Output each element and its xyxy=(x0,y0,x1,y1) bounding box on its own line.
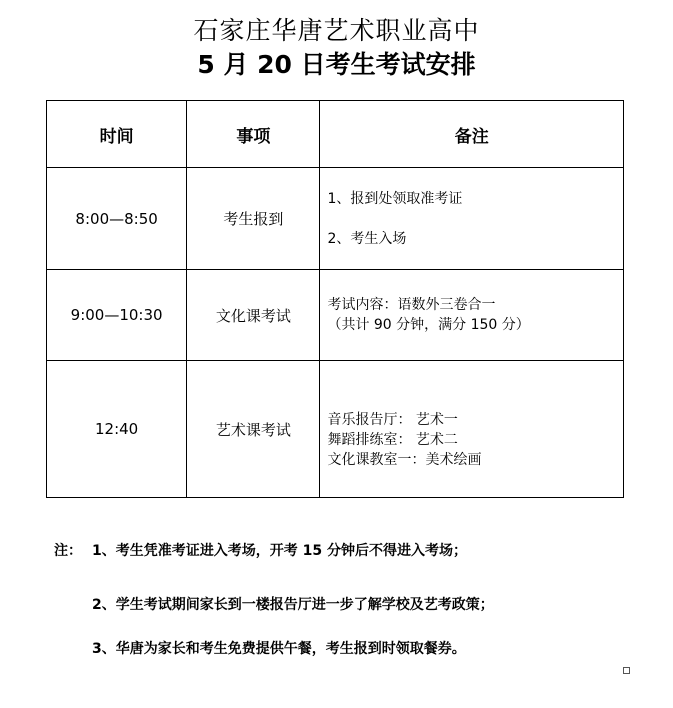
footnote-item: 2、学生考试期间家长到一楼报告厅进一步了解学校及艺考政策； xyxy=(92,597,494,613)
school-title: 石家庄华唐艺术职业高中 xyxy=(193,16,480,45)
note-line: 1、报到处领取准考证 xyxy=(327,190,463,207)
item-cell: 考生报到 xyxy=(187,168,320,270)
note-line: 文化课教室一：美术绘画 xyxy=(327,452,482,468)
table-row xyxy=(47,361,624,498)
note-line: 舞蹈排练室： 艺术二 xyxy=(327,432,458,448)
footnote-item: 1、考生凭准考证进入考场，开考 15 分钟后不得进入考场； xyxy=(92,543,467,559)
note-line: 考试内容：语数外三卷合一 xyxy=(327,297,496,313)
footnote-item: 3、华唐为家长和考生免费提供午餐，考生报到时领取餐券。 xyxy=(92,641,466,657)
time-cell: 8:00—8:50 xyxy=(47,168,187,270)
item-cell: 艺术课考试 xyxy=(187,361,320,498)
note-line: 2、考生入场 xyxy=(327,230,407,247)
notes-cell xyxy=(320,168,624,270)
notes-cell xyxy=(320,361,624,498)
table-row xyxy=(47,168,624,270)
table-header-row xyxy=(47,101,624,168)
schedule-title: 5 月 20 日考生考试安排 xyxy=(197,50,476,79)
header-item: 事项 xyxy=(187,101,320,168)
time-cell: 12:40 xyxy=(47,361,187,498)
notes-cell xyxy=(320,270,624,361)
table-row xyxy=(47,270,624,361)
note-line: （共计 90 分钟，满分 150 分） xyxy=(327,317,530,333)
header-time: 时间 xyxy=(47,101,187,168)
note-line: 音乐报告厅： 艺术一 xyxy=(327,412,458,428)
item-cell: 文化课考试 xyxy=(187,270,320,361)
schedule-table xyxy=(46,100,624,498)
note-line xyxy=(327,209,623,229)
footnote-prefix: 注： xyxy=(54,543,82,559)
time-cell: 9:00—10:30 xyxy=(47,270,187,361)
paragraph-mark xyxy=(623,667,630,674)
header-notes: 备注 xyxy=(320,101,624,168)
